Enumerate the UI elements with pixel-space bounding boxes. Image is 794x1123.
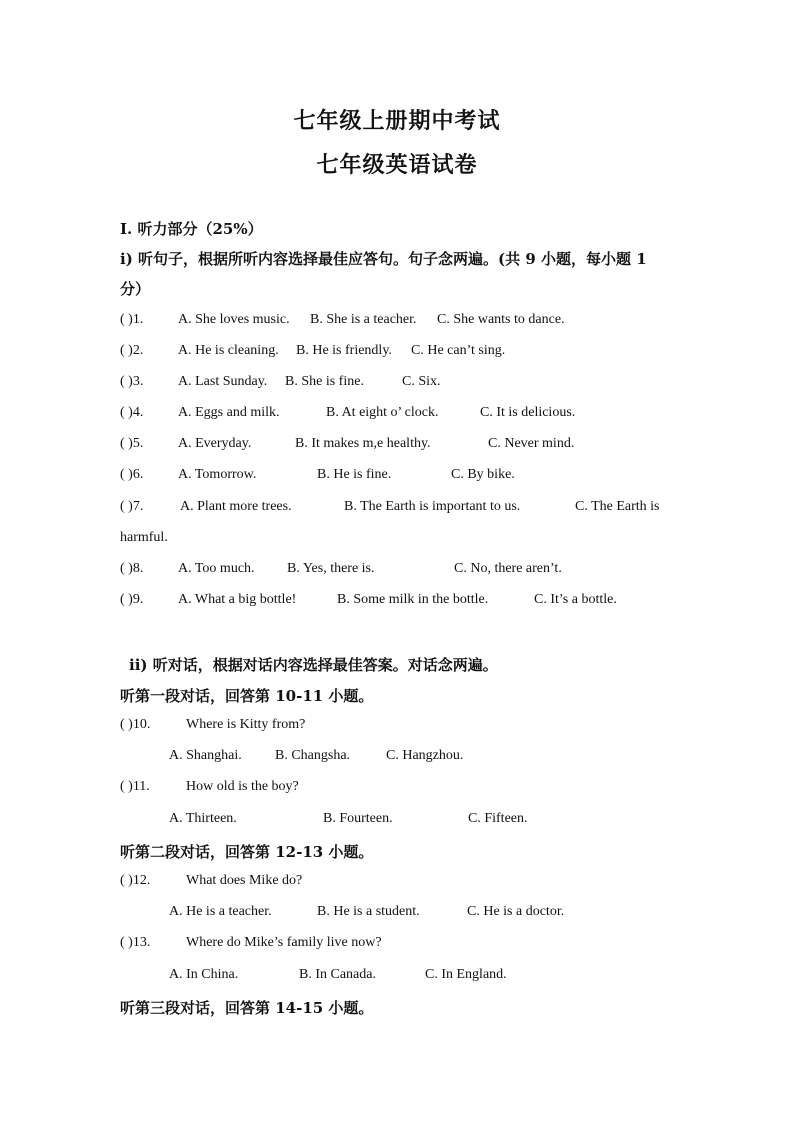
option-a: A. In China. bbox=[169, 967, 239, 982]
question-11 bbox=[120, 779, 299, 795]
question-number: ( )13. bbox=[120, 935, 151, 950]
option-b: B. He is a student. bbox=[317, 904, 420, 919]
option-c: C. It’s a bottle. bbox=[534, 592, 617, 607]
option-c: C. In England. bbox=[425, 967, 507, 982]
option-b: B. Fourteen. bbox=[323, 811, 393, 826]
question-1 bbox=[120, 312, 565, 328]
dialog-3-heading: 听第三段对话，回答第 14-15 小题。 bbox=[120, 999, 374, 1017]
option-b: B. It makes m,e healthy. bbox=[295, 436, 431, 451]
option-b: B. At eight o’ clock. bbox=[326, 405, 439, 420]
dialog-1-heading: 听第一段对话，回答第 10-11 小题。 bbox=[120, 687, 374, 705]
question-text: Where is Kitty from? bbox=[186, 717, 306, 732]
option-a: A. She loves music. bbox=[178, 312, 290, 327]
question-number: ( )8. bbox=[120, 561, 144, 576]
option-b: B. He is fine. bbox=[317, 467, 392, 482]
exam-subtitle: 七年级英语试卷 bbox=[316, 152, 478, 178]
question-text: Where do Mike’s family live now? bbox=[186, 935, 382, 950]
option-b: B. In Canada. bbox=[299, 967, 376, 982]
option-c: C. No, there aren’t. bbox=[454, 561, 562, 576]
question-number: ( )12. bbox=[120, 873, 151, 888]
option-c: C. By bike. bbox=[451, 467, 515, 482]
option-b: B. Some milk in the bottle. bbox=[337, 592, 489, 607]
option-a: A. Everyday. bbox=[178, 436, 252, 451]
option-a: A. He is cleaning. bbox=[178, 343, 279, 358]
question-2 bbox=[120, 343, 506, 359]
part-b-instruction: ii) 听对话，根据对话内容选择最佳答案。对话念两遍。 bbox=[129, 656, 498, 674]
question-number: ( )2. bbox=[120, 343, 144, 358]
option-c: C. He can’t sing. bbox=[411, 343, 506, 358]
exam-title: 七年级上册期中考试 bbox=[293, 108, 501, 134]
question-9 bbox=[120, 592, 617, 608]
question-number: ( )4. bbox=[120, 405, 144, 420]
question-text: How old is the boy? bbox=[186, 779, 299, 794]
dialog-2-heading: 听第二段对话，回答第 12-13 小题。 bbox=[120, 843, 374, 861]
option-b: B. He is friendly. bbox=[296, 343, 392, 358]
question-number: ( )1. bbox=[120, 312, 144, 327]
part-a-instruction-cont: 分） bbox=[120, 280, 151, 298]
section-heading-listening: I. 听力部分（25%） bbox=[120, 220, 263, 238]
option-a: A. Eggs and milk. bbox=[178, 405, 280, 420]
question-3 bbox=[120, 374, 441, 390]
question-number: ( )11. bbox=[120, 779, 150, 794]
question-5 bbox=[120, 436, 575, 452]
question-number: ( )3. bbox=[120, 374, 144, 389]
question-7 bbox=[120, 499, 660, 515]
option-b: B. Changsha. bbox=[275, 748, 351, 763]
question-7-continuation: harmful. bbox=[120, 530, 168, 545]
question-6 bbox=[120, 467, 515, 483]
question-number: ( )7. bbox=[120, 499, 144, 514]
option-c: C. She wants to dance. bbox=[437, 312, 565, 327]
question-12 bbox=[120, 873, 303, 889]
option-c: C. It is delicious. bbox=[480, 405, 576, 420]
option-b: B. She is a teacher. bbox=[310, 312, 417, 327]
option-c: C. Fifteen. bbox=[468, 811, 528, 826]
question-number: ( )10. bbox=[120, 717, 151, 732]
question-8 bbox=[120, 561, 562, 577]
option-a: A. Tomorrow. bbox=[178, 467, 257, 482]
question-13 bbox=[120, 935, 382, 951]
question-10 bbox=[120, 717, 306, 733]
question-number: ( )9. bbox=[120, 592, 144, 607]
option-b: B. The Earth is important to us. bbox=[344, 499, 521, 514]
option-b: B. Yes, there is. bbox=[287, 561, 375, 576]
option-c: C. Six. bbox=[402, 374, 441, 389]
option-c: C. Hangzhou. bbox=[386, 748, 464, 763]
option-a: A. Thirteen. bbox=[169, 811, 237, 826]
question-number: ( )6. bbox=[120, 467, 144, 482]
option-a: A. He is a teacher. bbox=[169, 904, 272, 919]
question-text: What does Mike do? bbox=[186, 873, 303, 888]
option-a: A. Too much. bbox=[178, 561, 255, 576]
question-4 bbox=[120, 405, 576, 421]
option-a: A. What a big bottle! bbox=[178, 592, 297, 607]
part-a-instruction: i) 听句子，根据所听内容选择最佳应答句。句子念两遍。(共 9 小题，每小题 1 bbox=[120, 250, 647, 268]
option-a: A. Last Sunday. bbox=[178, 374, 268, 389]
question-number: ( )5. bbox=[120, 436, 144, 451]
option-c: C. Never mind. bbox=[488, 436, 575, 451]
option-a: A. Plant more trees. bbox=[180, 499, 292, 514]
option-b: B. She is fine. bbox=[285, 374, 364, 389]
option-c: C. He is a doctor. bbox=[467, 904, 565, 919]
option-c: C. The Earth is bbox=[575, 499, 660, 514]
option-a: A. Shanghai. bbox=[169, 748, 242, 763]
